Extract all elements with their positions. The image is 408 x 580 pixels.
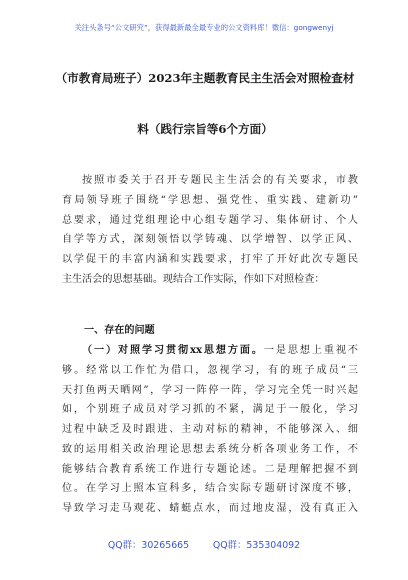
subheading-bold: （一）对照学习贯彻xx思想方面。: [82, 345, 264, 356]
text-line: 以学促干的丰富内涵和实践要求，打牢了开好此次专题民: [62, 254, 358, 265]
subheading-line: [62, 341, 358, 361]
text-line: 天打鱼两天晒网”，学习一阵停一阵，学习完全凭一时兴起: [62, 384, 358, 396]
document-title-line-2: 料（践行宗旨等6个方面）: [137, 122, 273, 136]
text-line: 总要求，通过党组理论中心组专题学习、集体研讨、个人: [62, 214, 358, 226]
text-line: 够。经常以工作忙为借口，忽视学习，有的班子成员“三: [62, 364, 358, 376]
intro-paragraph: [62, 171, 358, 290]
section-heading: 一、存在的问题: [84, 325, 155, 336]
document-title-line-1: （市教育局班子）2023年主题教育民主生活会对照检查材: [55, 71, 355, 85]
text-line: 育局领导班子围绕“学思想、强党性、重实践、建新功”: [62, 194, 358, 206]
text-line: 位。在学习上照本宣科多，结合实际专题研讨深度不够，: [62, 483, 358, 495]
footer-qq-groups: QQ群：30265665 QQ群：535304092: [107, 540, 301, 551]
text-line: 致的运用相关政治理论思想去系统分析各项业务工作，不: [62, 443, 358, 455]
text-line: 主生活会的思想基础。现结合工作实际，作如下对照检查：: [62, 273, 325, 285]
text-line: 过程中缺乏及时跟进、主动对标的精神，不能够深入、细: [62, 424, 358, 435]
problem-paragraph: [62, 341, 358, 519]
text-line: 自学等方式，深刻领悟以学铸魂、以学增智、以学正风、: [62, 234, 358, 246]
subheading-rest: 一是思想上重视不: [263, 345, 358, 356]
text-line: 如，个别班子成员对学习抓的不紧，满足于一般化，学习: [62, 404, 358, 416]
text-line: 按照市委关于召开专题民主生活会的有关要求，市教: [82, 175, 358, 186]
header-note: 关注头条号“公文研究”，获得最新最全最专业的公文资料库！微信：gongwenyj: [74, 23, 334, 32]
text-line: 导致学习走马观花、蜻蜓点水，而过地皮湿，没有真正入: [62, 503, 358, 514]
text-line: 能够结合教育系统工作进行专题论述。二是理解把握不到: [62, 463, 358, 475]
